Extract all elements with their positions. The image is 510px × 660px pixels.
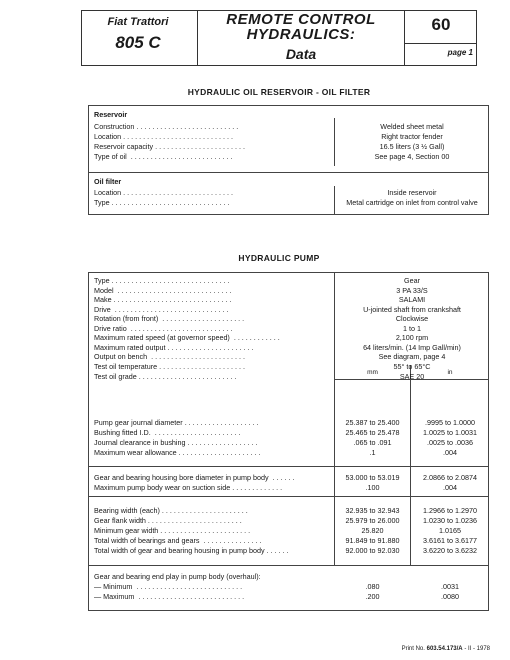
row-divider: [88, 496, 489, 497]
row-value: Gear: [404, 276, 420, 285]
value-mm: .200: [365, 592, 380, 601]
row-value: SALAMI: [398, 295, 426, 305]
row-label: Gear flank width . . . . . . . . . . . . . . . . . . . . . . . .: [94, 516, 242, 525]
value-in: .0031: [441, 582, 459, 591]
row-label: Drive ratio . . . . . . . . . . . . . . . . . . . . . . . . . .: [94, 323, 233, 333]
row-label: Type . . . . . . . . . . . . . . . . . . . . . . . . . . . . . .: [94, 198, 230, 207]
value-in: 3.6220 to 3.6232: [423, 546, 477, 555]
group-heading: Gear and bearing end play in pump body (overhaul):: [94, 572, 261, 581]
value-mm: 92.000 to 92.030: [345, 546, 400, 555]
row-label: Rotation (from front) . . . . . . . . . . . . . . . . . . . . .: [94, 314, 245, 324]
row-label: Total width of gear and bearing housing in pump body . . . . . .: [94, 546, 289, 555]
row-label: Bearing width (each) . . . . . . . . . . . . . . . . . . . . . .: [94, 506, 248, 515]
value-mm: 25.387 to 25.400: [345, 418, 400, 427]
row-value: 55° to 65°C: [393, 361, 431, 371]
row-label: Pump gear journal diameter . . . . . . . . . . . . . . . . . . .: [94, 418, 259, 427]
value-mm: .100: [365, 483, 380, 492]
row-value: 16.5 liters (3 ½ Gall): [379, 142, 445, 151]
row-divider: [88, 565, 489, 566]
row-label: Type . . . . . . . . . . . . . . . . . . . . . . . . . . . . . .: [94, 276, 230, 285]
page-number: page 1: [447, 48, 473, 57]
group-heading: Oil filter: [94, 177, 122, 186]
row-value: 3 PA 33/S: [396, 285, 428, 295]
row-label: — Maximum . . . . . . . . . . . . . . . . . . . . . . . . . . .: [94, 592, 245, 601]
value-mm: .1: [369, 448, 376, 457]
row-label: Make . . . . . . . . . . . . . . . . . . . . . . . . . . . . . .: [94, 295, 232, 305]
value-in: .0025 to .0036: [427, 438, 473, 447]
row-divider: [88, 466, 489, 467]
value-in: 1.0230 to 1.0236: [423, 516, 477, 525]
row-value: 64 liters/min. (14 Imp Gall/min): [363, 342, 461, 352]
value-in: 1.2966 to 1.2970: [423, 506, 477, 515]
row-value: 2,100 rpm: [395, 333, 429, 343]
brand-name: Fiat Trattori: [107, 16, 169, 28]
document-subtitle: Data: [285, 46, 317, 62]
row-label: Maximum pump body wear on suction side . . . . . . . . . . . . .: [94, 483, 283, 492]
group-heading: Reservoir: [94, 110, 128, 119]
row-label: Drive . . . . . . . . . . . . . . . . . . . . . . . . . . . . .: [94, 304, 229, 314]
value-mm: 25.820: [361, 526, 384, 535]
row-value: Right tractor fender: [381, 132, 443, 141]
print-number: Print No. 603.54.173/A - II - 1978: [401, 646, 490, 652]
document-title: REMOTE CONTROL: [226, 11, 376, 28]
row-label: Bushing fitted I.D. . . . . . . . . . . . . . . . . . . . . . .: [94, 428, 241, 437]
row-label: Maximum rated speed (at governor speed) . . . . . . . . . . . .: [94, 333, 280, 343]
row-label: Model . . . . . . . . . . . . . . . . . . . . . . . . . . . . .: [94, 285, 232, 295]
row-label: — Minimum . . . . . . . . . . . . . . . . . . . . . . . . . . .: [94, 582, 243, 591]
row-label: Output on bench . . . . . . . . . . . . . . . . . . . . . . . .: [94, 352, 245, 362]
section-number: 60: [431, 15, 451, 34]
row-label: Maximum wear allowance . . . . . . . . . . . . . . . . . . . . .: [94, 448, 261, 457]
row-label: Construction . . . . . . . . . . . . . . . . . . . . . . . . . .: [94, 122, 239, 131]
column-header-in: in: [447, 369, 453, 376]
value-mm: 53.000 to 53.019: [345, 473, 400, 482]
row-value: See diagram, page 4: [378, 352, 446, 362]
row-divider: [88, 172, 489, 173]
row-label: Reservoir capacity . . . . . . . . . . . . . . . . . . . . . . .: [94, 142, 245, 151]
row-label: Maximum rated output . . . . . . . . . . . . . . . . . . . . . .: [94, 342, 254, 352]
row-label: Test oil grade . . . . . . . . . . . . . . . . . . . . . . . . .: [94, 371, 237, 381]
row-value: SAE 20: [399, 371, 425, 381]
row-label: Location . . . . . . . . . . . . . . . . . . . . . . . . . . . .: [94, 132, 234, 141]
value-in: .0080: [441, 592, 459, 601]
row-label: Gear and bearing housing bore diameter in pump body . . . . . .: [94, 473, 297, 482]
value-in: .9995 to 1.0000: [425, 418, 475, 427]
value-mm: 25.979 to 26.000: [345, 516, 400, 525]
value-mm: 25.465 to 25.478: [345, 428, 400, 437]
value-mm: 32.935 to 32.943: [345, 506, 400, 515]
value-in: 2.0866 to 2.0874: [423, 473, 477, 482]
row-value: U-jointed shaft from crankshaft: [363, 304, 461, 314]
value-in: 1.0025 to 1.0031: [423, 428, 477, 437]
row-label: Total width of bearings and gears . . . . . . . . . . . . . . .: [94, 536, 264, 545]
row-label: Minimum gear width . . . . . . . . . . . . . . . . . . . . . . .: [94, 526, 251, 535]
row-value: See page 4, Section 00: [374, 152, 450, 161]
value-in: 1.0165: [439, 526, 461, 535]
value-in: .004: [443, 483, 457, 492]
section-title: HYDRAULIC PUMP: [238, 253, 320, 263]
value-mm: .065 to .091: [353, 438, 392, 447]
value-in: 3.6161 to 3.6177: [423, 536, 477, 545]
row-label: Journal clearance in bushing . . . . . . . . . . . . . . . . . .: [94, 438, 258, 447]
row-value: Inside reservoir: [387, 188, 437, 197]
row-label: Type of oil . . . . . . . . . . . . . . . . . . . . . . . . . .: [94, 152, 233, 161]
row-value: Welded sheet metal: [380, 122, 444, 131]
header-divider: [404, 43, 477, 44]
row-value: Metal cartridge on inlet from control valve: [346, 198, 478, 207]
row-value: 1 to 1: [403, 323, 421, 333]
row-value: Clockwise: [395, 314, 429, 324]
value-mm: 91.849 to 91.880: [345, 536, 400, 545]
document-title: HYDRAULICS:: [246, 26, 356, 43]
row-label: Location . . . . . . . . . . . . . . . . . . . . . . . . . . . .: [94, 188, 234, 197]
model-name: 805 C: [115, 33, 161, 52]
value-in: .004: [443, 448, 457, 457]
row-label: Test oil temperature . . . . . . . . . . . . . . . . . . . . . .: [94, 361, 245, 371]
column-header-mm: mm: [367, 369, 378, 376]
value-mm: .080: [365, 582, 380, 591]
section-title: HYDRAULIC OIL RESERVOIR - OIL FILTER: [187, 87, 371, 97]
